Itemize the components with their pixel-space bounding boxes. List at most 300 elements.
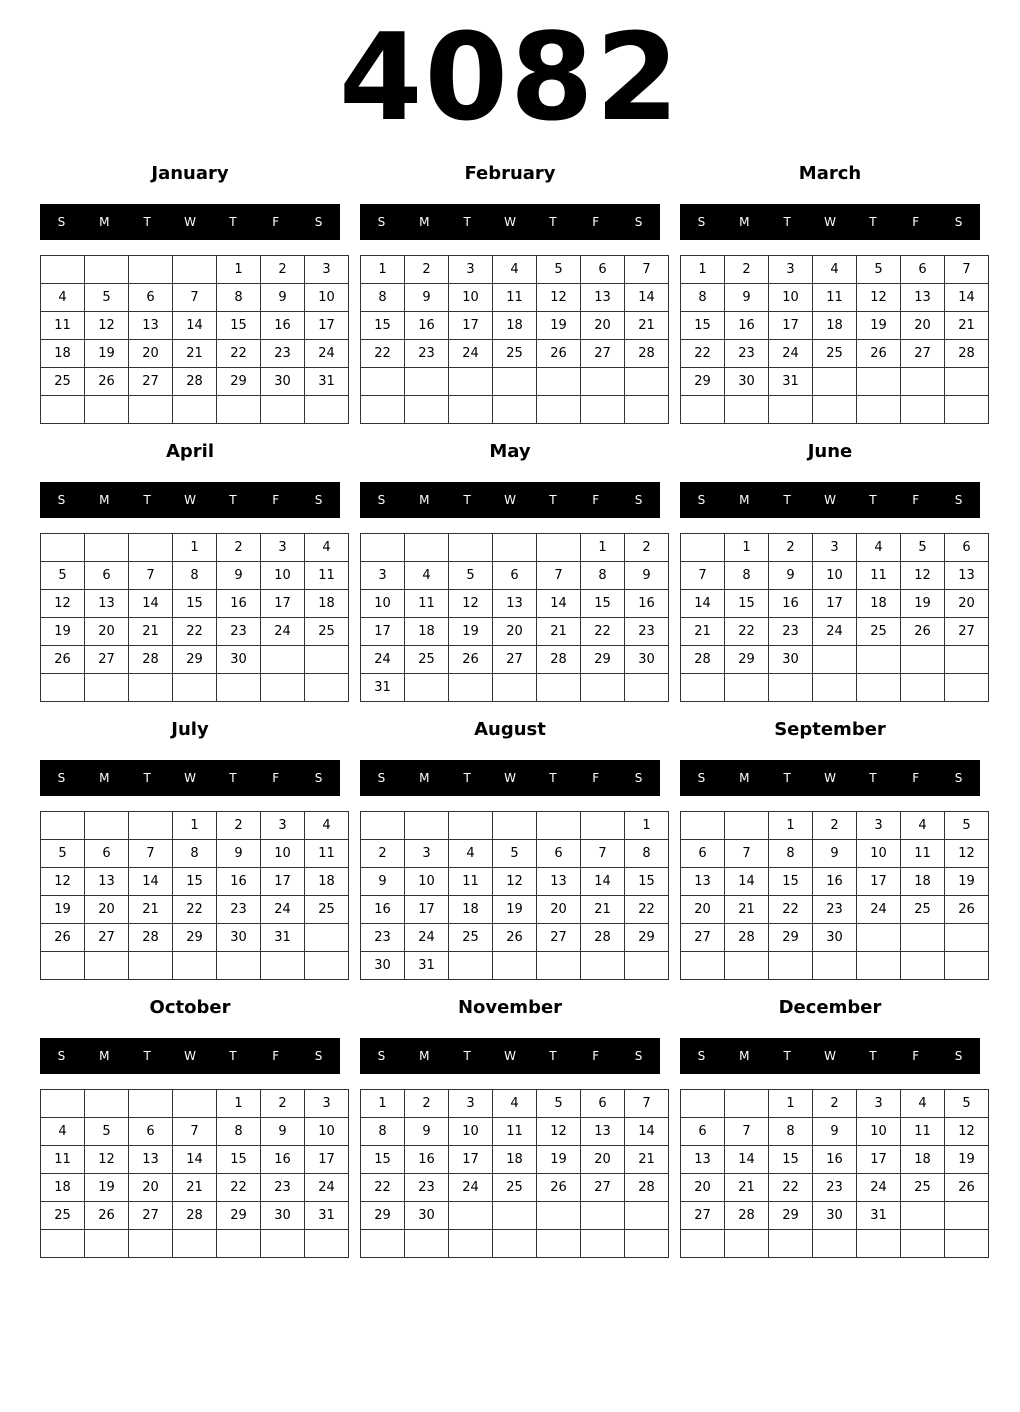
day-cell: 25	[305, 618, 349, 646]
day-cell: 18	[305, 868, 349, 896]
day-cell: 1	[725, 534, 769, 562]
day-cell: 18	[857, 590, 901, 618]
day-cell: 25	[405, 646, 449, 674]
weekday-header: M	[739, 771, 750, 785]
week-row	[41, 646, 349, 674]
week-row	[681, 812, 989, 840]
day-cell: 24	[405, 924, 449, 952]
day-cell: 5	[85, 1118, 129, 1146]
day-cell: 11	[41, 1146, 85, 1174]
day-cell: 18	[41, 340, 85, 368]
week-row	[681, 534, 989, 562]
day-cell: 6	[129, 1118, 173, 1146]
day-cell	[85, 534, 129, 562]
day-cell: 24	[449, 1174, 493, 1202]
day-cell: 28	[625, 1174, 669, 1202]
day-cell: 26	[85, 1202, 129, 1230]
week-row	[41, 312, 349, 340]
weekday-header: S	[954, 771, 963, 785]
day-cell: 24	[305, 1174, 349, 1202]
day-cell: 10	[449, 284, 493, 312]
weekday-header-bar	[360, 482, 660, 518]
day-cell: 14	[537, 590, 581, 618]
day-cell: 26	[41, 924, 85, 952]
day-cell: 28	[625, 340, 669, 368]
day-cell	[901, 396, 945, 424]
weekday-header-bar	[40, 204, 340, 240]
week-row	[361, 1174, 669, 1202]
day-cell	[405, 812, 449, 840]
day-cell: 15	[625, 868, 669, 896]
day-cell: 4	[305, 534, 349, 562]
day-cell: 12	[85, 1146, 129, 1174]
weekday-header: T	[549, 1049, 557, 1063]
day-cell	[305, 1230, 349, 1258]
day-cell	[449, 1202, 493, 1230]
week-row	[681, 368, 989, 396]
day-cell: 30	[261, 1202, 305, 1230]
day-cell: 13	[85, 868, 129, 896]
weekday-header: M	[419, 493, 430, 507]
week-row	[361, 590, 669, 618]
day-cell: 7	[725, 1118, 769, 1146]
day-cell	[813, 952, 857, 980]
day-cell	[945, 924, 989, 952]
day-cell: 10	[449, 1118, 493, 1146]
day-cell	[581, 368, 625, 396]
month-october	[40, 990, 340, 1223]
weekday-header: T	[549, 771, 557, 785]
day-cell: 12	[41, 590, 85, 618]
weekday-header: T	[463, 1049, 471, 1063]
day-cell	[681, 1230, 725, 1258]
weekday-header: S	[314, 1049, 323, 1063]
weekday-header: W	[824, 215, 836, 229]
day-cell: 21	[173, 340, 217, 368]
weekday-header-bar	[680, 204, 980, 240]
weekday-header: W	[824, 493, 836, 507]
day-cell	[725, 952, 769, 980]
month-title: December	[778, 997, 882, 1018]
day-cell: 23	[813, 1174, 857, 1202]
week-row	[681, 924, 989, 952]
day-cell	[625, 396, 669, 424]
weekday-header: S	[697, 771, 706, 785]
day-cell	[85, 812, 129, 840]
day-cell: 26	[493, 924, 537, 952]
day-cell	[493, 1230, 537, 1258]
day-cell: 26	[945, 896, 989, 924]
day-cell: 2	[361, 840, 405, 868]
day-cell: 5	[449, 562, 493, 590]
weekday-header: S	[57, 1049, 66, 1063]
day-cell: 21	[681, 618, 725, 646]
weekday-header: W	[184, 215, 196, 229]
weekday-header: T	[549, 215, 557, 229]
week-row	[681, 562, 989, 590]
day-cell: 30	[217, 924, 261, 952]
day-cell: 5	[85, 284, 129, 312]
day-cell	[361, 534, 405, 562]
day-cell	[361, 368, 405, 396]
weekday-header: S	[634, 215, 643, 229]
day-cell	[625, 368, 669, 396]
day-cell: 14	[625, 1118, 669, 1146]
day-cell	[85, 396, 129, 424]
day-cell: 22	[173, 618, 217, 646]
day-cell: 9	[813, 1118, 857, 1146]
day-cell: 17	[361, 618, 405, 646]
day-cell: 18	[901, 1146, 945, 1174]
day-cell: 4	[41, 1118, 85, 1146]
week-row	[41, 1090, 349, 1118]
day-cell	[945, 674, 989, 702]
day-cell	[361, 1230, 405, 1258]
day-cell	[581, 952, 625, 980]
week-row	[361, 284, 669, 312]
weekday-header: F	[272, 771, 280, 785]
day-cell: 9	[769, 562, 813, 590]
day-cell	[901, 924, 945, 952]
day-cell	[305, 924, 349, 952]
day-cell: 16	[725, 312, 769, 340]
day-cell: 24	[449, 340, 493, 368]
day-cell	[681, 674, 725, 702]
day-cell: 9	[625, 562, 669, 590]
day-cell: 9	[405, 284, 449, 312]
day-cell	[493, 368, 537, 396]
day-cell: 30	[261, 368, 305, 396]
day-cell	[405, 368, 449, 396]
day-cell: 16	[769, 590, 813, 618]
day-cell: 6	[129, 284, 173, 312]
day-cell	[813, 1230, 857, 1258]
day-cell	[129, 812, 173, 840]
day-cell	[581, 396, 625, 424]
day-cell: 24	[261, 896, 305, 924]
day-cell: 5	[857, 256, 901, 284]
weekday-header: S	[377, 493, 386, 507]
day-grid	[40, 533, 349, 702]
day-grid	[680, 811, 989, 980]
weekday-header: F	[272, 215, 280, 229]
day-cell: 3	[361, 562, 405, 590]
day-cell	[41, 396, 85, 424]
day-cell	[945, 368, 989, 396]
day-cell: 27	[945, 618, 989, 646]
week-row	[681, 396, 989, 424]
day-cell: 2	[261, 256, 305, 284]
day-cell	[681, 534, 725, 562]
day-cell: 6	[901, 256, 945, 284]
day-cell: 18	[493, 1146, 537, 1174]
day-cell: 13	[85, 590, 129, 618]
day-cell	[129, 1090, 173, 1118]
day-cell: 5	[493, 840, 537, 868]
weekday-header: M	[419, 771, 430, 785]
day-cell: 22	[361, 1174, 405, 1202]
day-cell: 3	[857, 1090, 901, 1118]
day-cell: 15	[217, 1146, 261, 1174]
day-cell: 22	[217, 340, 261, 368]
weekday-header: T	[783, 1049, 791, 1063]
week-row	[361, 618, 669, 646]
day-cell: 22	[769, 896, 813, 924]
day-cell: 8	[361, 1118, 405, 1146]
month-title: July	[171, 719, 209, 740]
day-cell	[625, 674, 669, 702]
weekday-header: M	[739, 215, 750, 229]
day-cell	[857, 674, 901, 702]
day-cell	[769, 396, 813, 424]
day-cell: 17	[449, 1146, 493, 1174]
day-cell: 29	[361, 1202, 405, 1230]
day-cell: 6	[85, 562, 129, 590]
weekday-header: M	[99, 771, 110, 785]
day-cell: 13	[129, 312, 173, 340]
weekday-header: T	[783, 215, 791, 229]
day-cell: 28	[725, 1202, 769, 1230]
day-cell: 2	[769, 534, 813, 562]
day-grid	[680, 255, 989, 424]
weekday-header: W	[504, 771, 516, 785]
day-cell: 21	[625, 1146, 669, 1174]
week-row	[41, 868, 349, 896]
day-cell: 26	[901, 618, 945, 646]
day-cell: 3	[449, 1090, 493, 1118]
day-cell: 12	[537, 1118, 581, 1146]
day-cell: 8	[581, 562, 625, 590]
day-cell: 18	[41, 1174, 85, 1202]
day-cell: 26	[857, 340, 901, 368]
month-january	[40, 156, 340, 389]
weekday-header: S	[634, 1049, 643, 1063]
month-title: September	[774, 719, 886, 740]
day-cell: 26	[85, 368, 129, 396]
day-cell: 5	[537, 1090, 581, 1118]
day-cell: 30	[625, 646, 669, 674]
day-cell: 18	[405, 618, 449, 646]
day-cell	[41, 952, 85, 980]
day-cell	[945, 1202, 989, 1230]
day-cell: 1	[681, 256, 725, 284]
day-cell	[173, 952, 217, 980]
day-cell: 5	[945, 812, 989, 840]
day-cell: 24	[857, 1174, 901, 1202]
weekday-header: S	[314, 493, 323, 507]
day-cell: 30	[361, 952, 405, 980]
day-cell: 19	[41, 896, 85, 924]
day-cell	[857, 396, 901, 424]
day-cell	[129, 1230, 173, 1258]
weekday-header: W	[504, 1049, 516, 1063]
weekday-header: T	[143, 215, 151, 229]
day-cell	[129, 674, 173, 702]
week-row	[41, 812, 349, 840]
day-grid	[40, 811, 349, 980]
week-row	[681, 896, 989, 924]
day-cell: 10	[769, 284, 813, 312]
day-cell	[41, 674, 85, 702]
day-cell: 24	[305, 340, 349, 368]
day-cell	[305, 396, 349, 424]
day-cell: 20	[581, 1146, 625, 1174]
week-row	[681, 590, 989, 618]
weekday-header: M	[739, 493, 750, 507]
day-cell: 15	[173, 868, 217, 896]
day-cell: 4	[857, 534, 901, 562]
day-cell	[493, 534, 537, 562]
day-cell	[405, 396, 449, 424]
day-cell: 25	[901, 896, 945, 924]
day-cell: 19	[537, 1146, 581, 1174]
day-cell	[625, 1202, 669, 1230]
day-cell: 2	[217, 812, 261, 840]
day-cell: 21	[945, 312, 989, 340]
week-row	[41, 674, 349, 702]
day-cell	[493, 396, 537, 424]
day-cell: 3	[305, 1090, 349, 1118]
day-cell: 21	[725, 1174, 769, 1202]
weekday-header-bar	[40, 482, 340, 518]
day-cell: 28	[681, 646, 725, 674]
day-grid	[360, 255, 669, 424]
day-cell: 12	[85, 312, 129, 340]
weekday-header: S	[314, 215, 323, 229]
day-cell	[581, 674, 625, 702]
weekday-header-bar	[40, 760, 340, 796]
day-cell	[217, 396, 261, 424]
day-cell	[681, 812, 725, 840]
day-cell: 23	[261, 1174, 305, 1202]
weekday-header: W	[824, 1049, 836, 1063]
day-cell: 7	[173, 284, 217, 312]
day-cell: 13	[129, 1146, 173, 1174]
day-cell: 16	[625, 590, 669, 618]
day-cell: 12	[41, 868, 85, 896]
day-cell: 19	[449, 618, 493, 646]
day-cell: 27	[85, 924, 129, 952]
day-cell	[901, 646, 945, 674]
day-grid	[360, 811, 669, 980]
day-cell	[449, 952, 493, 980]
weekday-header: S	[377, 1049, 386, 1063]
day-cell: 5	[41, 562, 85, 590]
day-cell	[901, 952, 945, 980]
weekday-header: F	[912, 771, 920, 785]
week-row	[681, 1202, 989, 1230]
day-cell	[261, 674, 305, 702]
day-cell: 2	[217, 534, 261, 562]
week-row	[41, 1146, 349, 1174]
day-grid	[680, 533, 989, 702]
day-cell: 6	[581, 1090, 625, 1118]
month-november	[360, 990, 660, 1223]
day-cell: 24	[857, 896, 901, 924]
day-cell: 30	[725, 368, 769, 396]
day-cell: 29	[173, 646, 217, 674]
weekday-header: S	[57, 771, 66, 785]
day-cell	[173, 674, 217, 702]
day-cell: 25	[449, 924, 493, 952]
weekday-header: W	[504, 215, 516, 229]
day-cell: 16	[361, 896, 405, 924]
day-cell: 5	[945, 1090, 989, 1118]
week-row	[361, 840, 669, 868]
day-cell: 16	[405, 1146, 449, 1174]
weekday-header: F	[272, 1049, 280, 1063]
day-cell: 24	[769, 340, 813, 368]
day-cell: 14	[945, 284, 989, 312]
day-cell: 7	[725, 840, 769, 868]
day-cell: 29	[769, 924, 813, 952]
day-cell	[217, 952, 261, 980]
day-cell: 9	[261, 284, 305, 312]
day-cell: 17	[769, 312, 813, 340]
day-cell: 29	[217, 1202, 261, 1230]
day-cell: 14	[581, 868, 625, 896]
day-cell: 1	[217, 1090, 261, 1118]
day-cell: 5	[901, 534, 945, 562]
day-cell	[725, 1230, 769, 1258]
day-cell: 23	[405, 1174, 449, 1202]
day-cell: 15	[361, 1146, 405, 1174]
day-cell: 4	[901, 1090, 945, 1118]
day-cell: 8	[769, 1118, 813, 1146]
day-cell: 18	[305, 590, 349, 618]
day-cell: 27	[537, 924, 581, 952]
day-cell: 31	[361, 674, 405, 702]
day-cell: 22	[581, 618, 625, 646]
weekday-header: T	[869, 215, 877, 229]
day-cell: 25	[493, 340, 537, 368]
day-cell	[305, 952, 349, 980]
day-cell: 1	[361, 256, 405, 284]
day-cell: 20	[85, 896, 129, 924]
day-cell	[173, 1090, 217, 1118]
weekday-header: F	[592, 493, 600, 507]
day-cell	[537, 368, 581, 396]
day-cell	[769, 1230, 813, 1258]
day-cell	[449, 812, 493, 840]
day-cell: 22	[173, 896, 217, 924]
day-cell	[537, 534, 581, 562]
weekday-header: F	[912, 1049, 920, 1063]
day-grid	[40, 255, 349, 424]
day-cell	[725, 812, 769, 840]
day-cell: 1	[581, 534, 625, 562]
day-cell	[85, 1090, 129, 1118]
month-june	[680, 434, 980, 667]
weekday-header: W	[184, 1049, 196, 1063]
day-cell: 13	[681, 1146, 725, 1174]
day-cell	[813, 646, 857, 674]
weekday-header: S	[634, 771, 643, 785]
day-cell: 12	[449, 590, 493, 618]
week-row	[681, 646, 989, 674]
day-cell: 21	[173, 1174, 217, 1202]
day-grid	[680, 1089, 989, 1258]
day-cell: 13	[493, 590, 537, 618]
weekday-header: F	[912, 215, 920, 229]
day-cell	[681, 1090, 725, 1118]
day-cell: 31	[857, 1202, 901, 1230]
weekday-header: S	[697, 215, 706, 229]
day-cell: 8	[361, 284, 405, 312]
weekday-header: F	[912, 493, 920, 507]
day-cell: 20	[129, 340, 173, 368]
day-cell: 18	[449, 896, 493, 924]
